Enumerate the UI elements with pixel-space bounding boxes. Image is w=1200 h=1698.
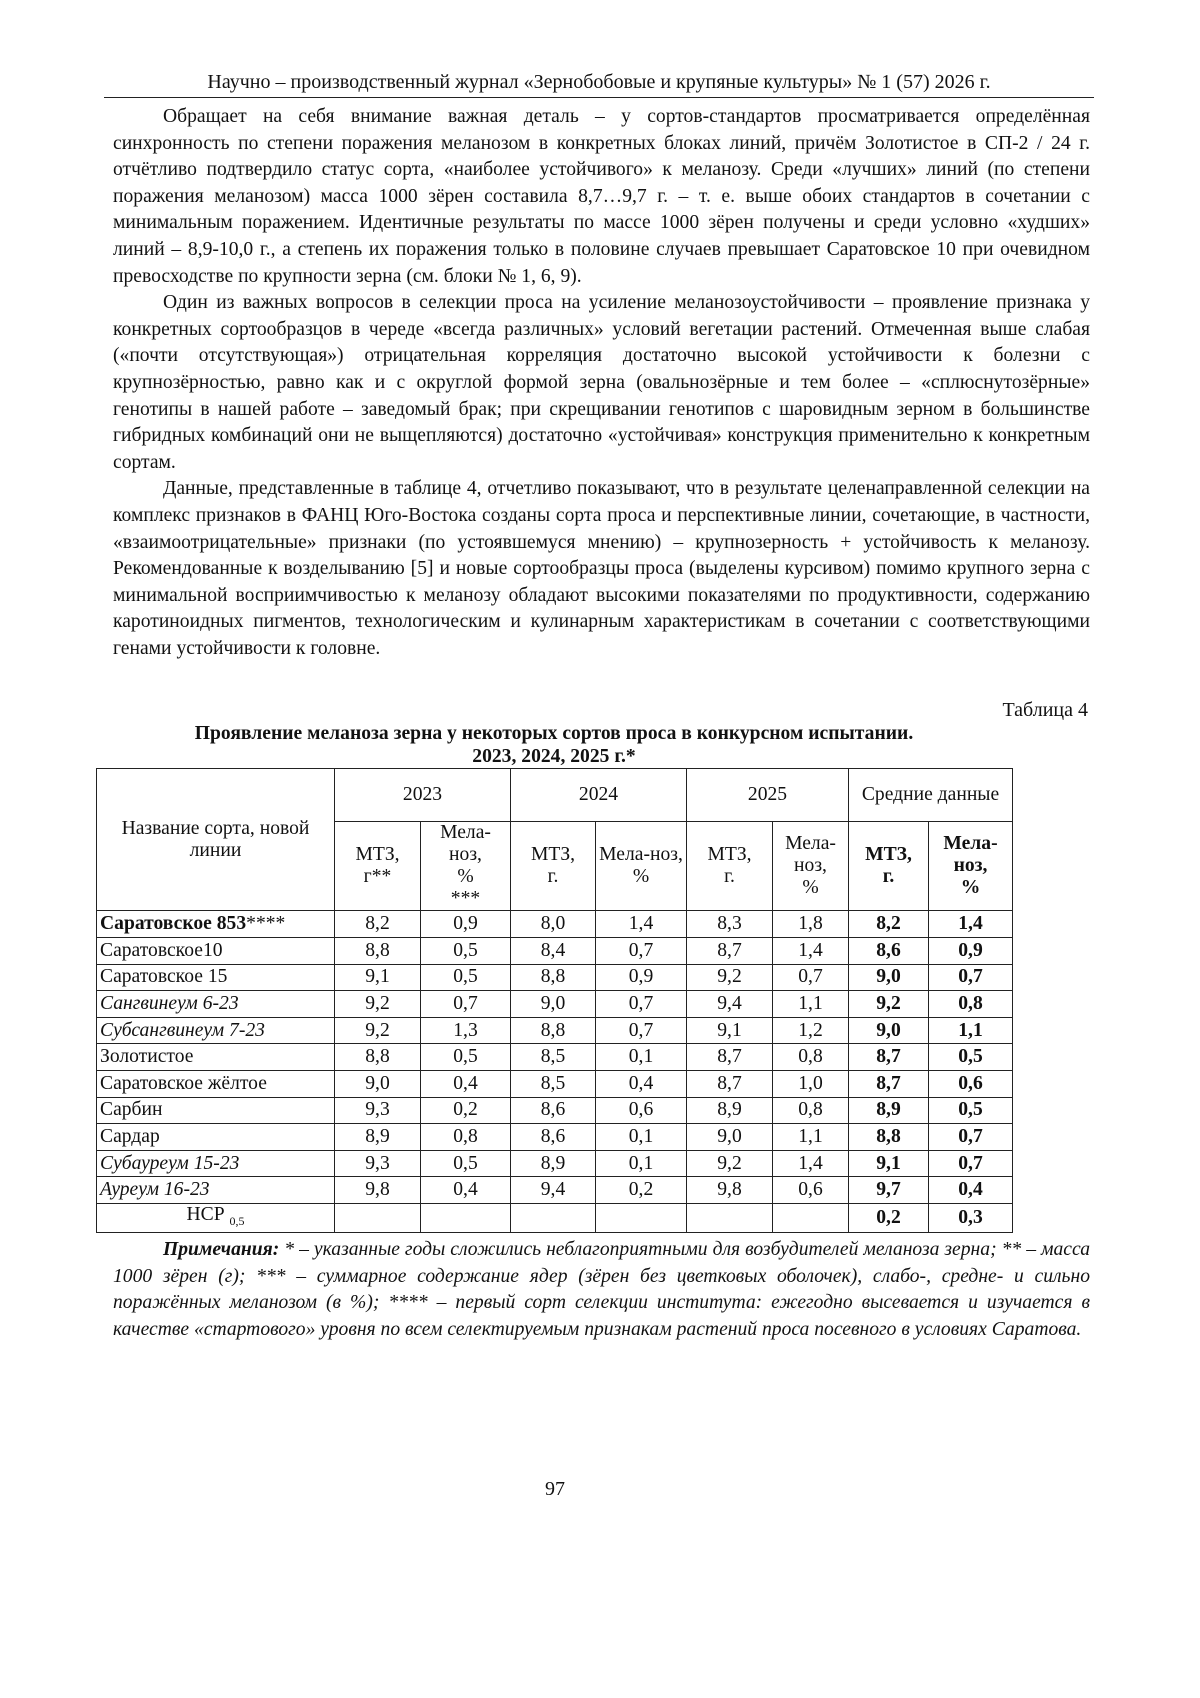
hsr-subscript: 0,5	[229, 1213, 245, 1228]
value-cell: 0,8	[773, 1044, 849, 1071]
value-cell: 8,8	[511, 964, 596, 991]
empty-cell	[421, 1204, 511, 1233]
value-cell: 0,7	[596, 938, 687, 965]
variety-name	[97, 1044, 335, 1071]
value-cell: 0,7	[929, 1124, 1013, 1151]
value-cell: 0,7	[596, 1017, 687, 1044]
variety-name	[97, 938, 335, 965]
variety-label: Саратовское 853	[100, 913, 247, 935]
value-cell: 8,2	[849, 911, 929, 938]
variety-label: Сарбин	[100, 1099, 163, 1121]
variety-label: Золотистое	[100, 1046, 194, 1068]
value-cell: 0,7	[596, 991, 687, 1018]
value-cell: 0,7	[929, 964, 1013, 991]
value-cell: 0,5	[929, 1044, 1013, 1071]
variety-name	[97, 1017, 335, 1044]
value-cell: 8,7	[849, 1071, 929, 1098]
value-cell: 8,7	[849, 1044, 929, 1071]
paragraph: Данные, представленные в таблице 4, отчетливо показывают, что в результате целенаправленной селекции на комплекс признаков в ФАНЦ Юго-Востока созданы сорта проса и перспективные линии, сочетающие, в частности, «взаимоотрицательные» признаки (по устоявшемуся мнению) – крупнозерность + устойчивость к меланозу. Рекомендованные к возделыванию [5] и новые сортообразцы проса (выделены курсивом) помимо крупного зерна с минимальной восприимчивостью к меланозу обладают высокими показателями по продуктивности, содержанию каротиноидных пигментов, технологическим и кулинарным характеристикам в сочетании с соответствующими генами устойчивости к головне.	[113, 478, 1090, 659]
variety-name	[97, 1071, 335, 1098]
value-cell: 9,2	[687, 964, 773, 991]
table-row	[97, 1150, 1013, 1177]
table-row	[97, 1097, 1013, 1124]
value-cell: 9,1	[849, 1150, 929, 1177]
variety-label: Субауреум 15-23	[100, 1152, 240, 1174]
table-row	[97, 991, 1013, 1018]
value-cell: 1,1	[773, 991, 849, 1018]
table-row	[97, 1177, 1013, 1204]
page-content	[100, 70, 1094, 1343]
value-cell: 1,2	[773, 1017, 849, 1044]
empty-cell	[335, 1204, 421, 1233]
hsr-text: НСР	[186, 1204, 225, 1225]
table-title-line1: Проявление меланоза зерна у некоторых сортов проса в конкурсном испытании.	[194, 723, 914, 745]
variety-label: Саратовское 15	[100, 966, 228, 988]
value-cell: 8,5	[511, 1044, 596, 1071]
value-cell: 8,9	[511, 1150, 596, 1177]
value-cell: 9,8	[335, 1177, 421, 1204]
value-cell: 0,5	[421, 1044, 511, 1071]
table-notes	[113, 1237, 1090, 1343]
value-cell: 1,8	[773, 911, 849, 938]
table-row	[97, 1044, 1013, 1071]
value-cell: 1,1	[773, 1124, 849, 1151]
value-cell: 0,8	[421, 1124, 511, 1151]
value-cell: 0,6	[773, 1177, 849, 1204]
value-cell: 9,0	[849, 1017, 929, 1044]
table-row-hsr	[97, 1204, 1013, 1233]
value-cell: 0,5	[421, 964, 511, 991]
value-cell: 9,3	[335, 1097, 421, 1124]
header-year: 2025	[687, 769, 849, 822]
value-cell: 8,6	[511, 1124, 596, 1151]
value-cell: 1,4	[773, 1150, 849, 1177]
value-cell: 9,2	[335, 1017, 421, 1044]
table-row	[97, 1124, 1013, 1151]
value-cell: 9,0	[849, 964, 929, 991]
variety-name	[97, 991, 335, 1018]
value-cell: 8,8	[511, 1017, 596, 1044]
value-cell: 9,0	[335, 1071, 421, 1098]
subheader-cell: МТЗ, г.	[849, 822, 929, 911]
empty-cell	[773, 1204, 849, 1233]
hsr-label	[97, 1204, 335, 1233]
value-cell: 0,9	[929, 938, 1013, 965]
notes-text: * – указанные годы сложились неблагоприятными для возбудителей меланоза зерна; ** – масса 1000 зёрен (г); *** – суммарное содержание ядер (зёрен без цветковых оболочек), слабо-, средне- и сильно поражённых меланозом (в %); **** – первый сорт селекции института: ежегодно высевается и изучается в качестве «стартового» уровня по всем селектируемым признакам растений проса посевного в условиях Саратова.	[113, 1238, 1090, 1340]
value-cell: 8,0	[511, 911, 596, 938]
subheader-cell: МТЗ, г.	[511, 822, 596, 911]
variety-label: Сардар	[100, 1126, 160, 1148]
table-row	[97, 1071, 1013, 1098]
header-average: Средние данные	[849, 769, 1013, 822]
variety-name	[97, 1124, 335, 1151]
value-cell: 0,4	[596, 1071, 687, 1098]
header-rule	[104, 97, 1094, 98]
notes-label: Примечания:	[163, 1238, 280, 1260]
value-cell: 8,3	[687, 911, 773, 938]
value-cell: 9,4	[511, 1177, 596, 1204]
value-cell: 0,8	[773, 1097, 849, 1124]
value-cell: 0,2	[596, 1177, 687, 1204]
variety-label: Ауреум 16-23	[100, 1179, 210, 1201]
table-row	[97, 938, 1013, 965]
hsr-value: 0,3	[929, 1204, 1013, 1233]
value-cell: 1,3	[421, 1017, 511, 1044]
value-cell: 0,9	[421, 911, 511, 938]
header-year: 2024	[511, 769, 687, 822]
paragraph: Один из важных вопросов в селекции проса на усиление меланозоустойчивости – проявление признака у конкретных сортообразцов в череде «всегда различных» условий вегетации растений. Отмеченная выше слабая («почти отсутствующая») отрицательная корреляция достаточно высокой устойчивости к болезни с крупнозёрностью, равно как и с округлой формой зерна (овальнозёрные и тем более – «сплюснутозёрные» генотипы в нашей работе – заведомый брак; при скрещивании генотипов с шаровидным зерном в большинстве гибридных комбинаций они не выщепляются) достаточно «устойчивая» конструкция применительно к конкретным сортам.	[113, 292, 1090, 473]
header-year: 2023	[335, 769, 511, 822]
subheader-cell: Мела-ноз, %	[596, 822, 687, 911]
value-cell: 0,4	[421, 1177, 511, 1204]
value-cell: 0,7	[421, 991, 511, 1018]
value-cell: 8,9	[687, 1097, 773, 1124]
value-cell: 0,2	[421, 1097, 511, 1124]
subheader-cell: МТЗ, г**	[335, 822, 421, 911]
empty-cell	[511, 1204, 596, 1233]
value-cell: 8,7	[687, 1071, 773, 1098]
value-cell: 1,4	[596, 911, 687, 938]
value-cell: 0,8	[929, 991, 1013, 1018]
value-cell: 0,5	[929, 1097, 1013, 1124]
melanosis-table	[96, 768, 1013, 1232]
value-cell: 9,4	[687, 991, 773, 1018]
value-cell: 9,3	[335, 1150, 421, 1177]
value-cell: 0,1	[596, 1124, 687, 1151]
value-cell: 8,7	[687, 1044, 773, 1071]
variety-name	[97, 964, 335, 991]
value-cell: 9,2	[687, 1150, 773, 1177]
variety-label: Сангвинеум 6-23	[100, 993, 239, 1015]
value-cell: 8,9	[849, 1097, 929, 1124]
hsr-value: 0,2	[849, 1204, 929, 1233]
header-variety: Название сорта, новой линии	[97, 769, 335, 911]
value-cell: 9,0	[511, 991, 596, 1018]
variety-name	[97, 911, 335, 938]
empty-cell	[687, 1204, 773, 1233]
empty-cell	[596, 1204, 687, 1233]
body-text	[113, 104, 1090, 662]
value-cell: 8,9	[335, 1124, 421, 1151]
value-cell: 0,5	[421, 938, 511, 965]
value-cell: 8,6	[849, 938, 929, 965]
table-number: Таблица 4	[1002, 699, 1088, 722]
value-cell: 0,1	[596, 1150, 687, 1177]
value-cell: 0,7	[929, 1150, 1013, 1177]
value-cell: 8,6	[511, 1097, 596, 1124]
journal-header: Научно – производственный журнал «Зернобобовые и крупяные культуры» № 1 (57) 2026 г.	[207, 71, 991, 93]
subheader-cell: МТЗ, г.	[687, 822, 773, 911]
subheader-cell: Мела-ноз, %	[929, 822, 1013, 911]
value-cell: 8,7	[687, 938, 773, 965]
page-number: 97	[545, 1478, 565, 1500]
value-cell: 0,1	[596, 1044, 687, 1071]
value-cell: 9,2	[335, 991, 421, 1018]
value-cell: 9,1	[335, 964, 421, 991]
value-cell: 0,5	[421, 1150, 511, 1177]
table-row	[97, 964, 1013, 991]
value-cell: 8,8	[335, 938, 421, 965]
value-cell: 1,0	[773, 1071, 849, 1098]
table-row	[97, 911, 1013, 938]
value-cell: 0,4	[929, 1177, 1013, 1204]
value-cell: 1,4	[773, 938, 849, 965]
variety-label: Субсангвинеум 7-23	[100, 1019, 265, 1041]
value-cell: 9,0	[687, 1124, 773, 1151]
table-row	[97, 1017, 1013, 1044]
table-title-line2: 2023, 2024, 2025 г.*	[472, 746, 636, 768]
subheader-cell: Мела-ноз, %	[773, 822, 849, 911]
value-cell: 8,5	[511, 1071, 596, 1098]
variety-name	[97, 1177, 335, 1204]
paragraph: Обращает на себя внимание важная деталь – у сортов-стандартов просматривается определённая синхронность по степени поражения меланозом в конкретных блоках линий, причём Золотистое в СП-2 / 24 г. отчётливо подтвердило статус сорта, «наиболее устойчивого» к меланозу. Среди «лучших» линий (по степени поражения меланозом) масса 1000 зёрен составила 8,7…9,7 г. – т. е. выше обоих стандартов в сочетании с минимальным поражением. Идентичные результаты по массе 1000 зёрен получены и среди условно «худших» линий – 8,9-10,0 г., а степень их поражения только в половине случаев превышает Саратовское 10 при очевидном превосходстве по крупности зерна (см. блоки № 1, 6, 9).	[113, 106, 1090, 287]
variety-label: Саратовское жёлтое	[100, 1072, 267, 1094]
value-cell: 0,6	[596, 1097, 687, 1124]
footnote-mark: ****	[246, 913, 286, 935]
value-cell: 8,2	[335, 911, 421, 938]
value-cell: 9,8	[687, 1177, 773, 1204]
table-title	[96, 722, 1012, 768]
value-cell: 0,7	[773, 964, 849, 991]
value-cell: 8,4	[511, 938, 596, 965]
value-cell: 9,1	[687, 1017, 773, 1044]
value-cell: 1,1	[929, 1017, 1013, 1044]
variety-name	[97, 1097, 335, 1124]
variety-name	[97, 1150, 335, 1177]
value-cell: 0,4	[421, 1071, 511, 1098]
value-cell: 0,9	[596, 964, 687, 991]
value-cell: 9,7	[849, 1177, 929, 1204]
value-cell: 0,6	[929, 1071, 1013, 1098]
value-cell: 8,8	[335, 1044, 421, 1071]
variety-label: Саратовское10	[100, 939, 223, 961]
value-cell: 8,8	[849, 1124, 929, 1151]
value-cell: 1,4	[929, 911, 1013, 938]
value-cell: 9,2	[849, 991, 929, 1018]
subheader-cell: Мела-ноз, % ***	[421, 822, 511, 911]
